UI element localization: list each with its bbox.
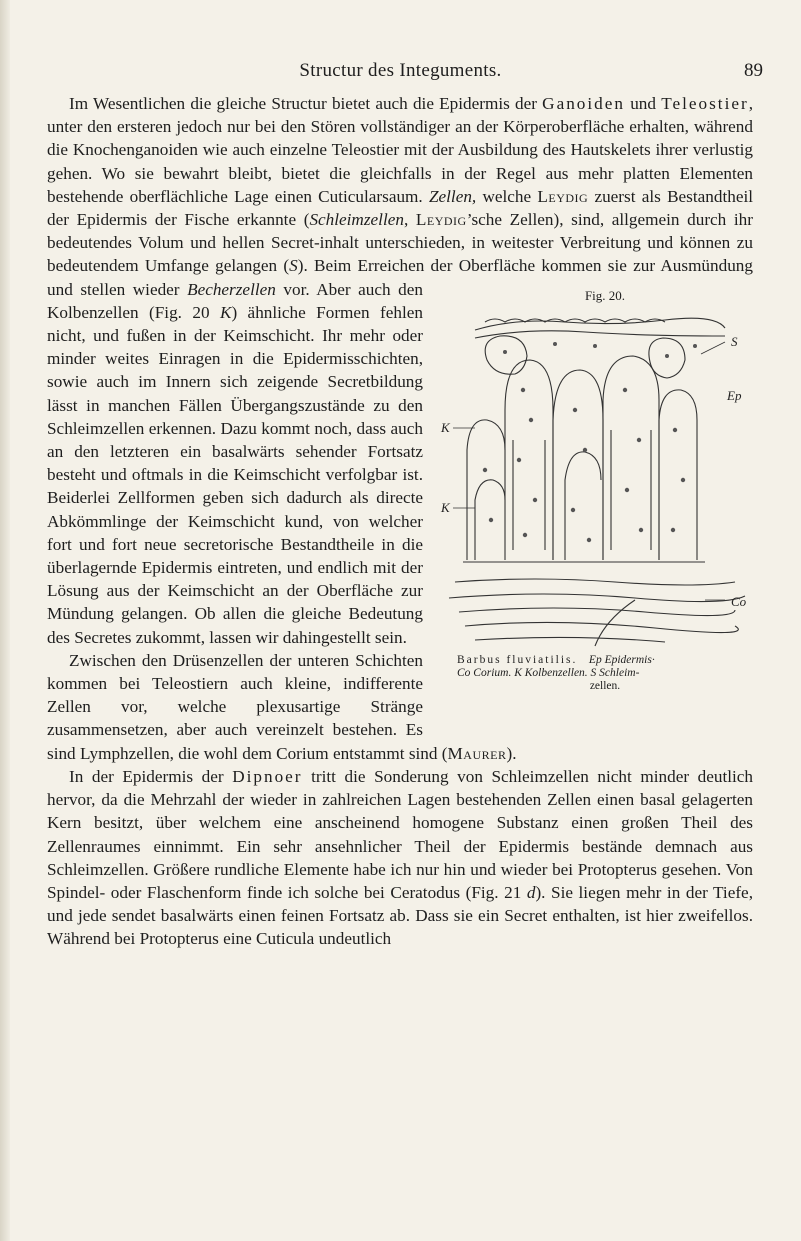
figure-label: Fig. 20. (584, 287, 626, 303)
page-number: 89 (744, 60, 763, 81)
term-ganoiden: Ganoiden (542, 94, 625, 113)
paragraph-3: In der Epidermis der Dipnoer tritt die Sonderung von Schleimzellen nicht minder deutlich hervor, da die Mehrzahl der wieder in zahlreichen Lagen bestehenden Zellen einen basal gelagerten Kern besitzt, über welchem eine anscheinend homogene Substanz einen großen Theil des Zellenraumes einnimmt. Ein sehr ansehnlicher Theil der Epidermis bestände demnach aus Schleimzellen. Größere rundliche Elemente habe ich nur hin und wieder bei Protopterus gesehen. Von Spindel- oder Flaschenform finde ich solche bei Ceratodus (Fig. 21 d). Sie liegen mehr in der Tiefe, und jede sendet basalwärts einen feinen Fortsatz ab. Dass sie ein Secret enthalten, ist hier zweifellos. Während bei Protopterus eine Cuticula undeutlich (47, 766, 754, 949)
paragraph-1: Im Wesentlichen die gleiche Structur bietet auch die Epidermis der Ganoiden und Teleostier, unter den ersteren jedoch nur bei den Stören vollständiger an der Körperoberfläche erhalten, während die Knochenganoiden wie auch einzelne Teleostier mit der Ausbildung des Hautskelets ihrer verlustig gehen. Wo sie bewahrt bleibt, bietet die gleichfalls in der Regel aus mehr platten Elementen bestehende oberflächliche Lage einen Cuticularsaum. Zellen, welche Leydig zuerst als Bestandtheil der Epidermis der Fische erkannte (Schleimzellen, Leydig’sche Zellen), sind, allgemein durch ihr bedeutendes Volum und hellen Secret-inhalt unterschieden, in weitester Verbreitung und können zu bedeutendem Umfange gelangen (S). Beim Erreichen der Oberfläche kommen sie zur Ausmündung und stellen wieder Fig. 20. S Ep K K Co Barbus fluviatilis. Ep Epidermis· Co Corium. K Kolbenzellen. S Schleim- zellen. Becherzellen vor. Aber auch den Kolbenzellen (Fig. 20 K) ähnliche Formen fehlen nicht, und fußen in der Keimschicht. Ihr mehr oder minder weites Einragen in die Epidermisschichten, sowie auch im Innern sich zeigende Secretbildung lässt in manchen Fällen Übergangszustände zu den Schleimzellen erkennen. Dazu kommt noch, dass auch an den letzteren ein basalwärts sehender Fortsatz besteht und oftmals in die Keimschicht verfolgbar ist. Beiderlei Zellformen geben sich dadurch als directe Abkömmlinge der Keimschicht kund, von welcher fort und fort neue secretorische Bestandtheile in die überlagernde Epidermis eintreten, und endlich mit der Lösung aus der Keimschicht an der Oberfläche zur Mündung gelangen. Ob allen die gleiche Bedeutung des Secretes zukommt, lassen wir dahingestellt sein. (47, 92, 753, 649)
paragraph-2: Zwischen den Drüsenzellen der unteren Schichten kommen bei Teleostiern auch kleine, indifferente Zellen vor, welche plexusartige Stränge zusammensetzen, aber auch vereinzelt bestehen. Es sind Lymphzellen, die wohl dem Corium entstammt sind (Maurer). (47, 650, 517, 763)
label-co: Co (731, 593, 747, 609)
figure-20 (435, 284, 753, 714)
author-leydig: Leydig (415, 210, 467, 230)
caption-species: Barbus fluviatilis. (457, 653, 578, 666)
term-zellen: Zellen, (428, 186, 477, 206)
figure-caption: Barbus fluviatilis. Ep Epidermis· Co Corium. K Kolbenzellen. S Schleim- zellen. (457, 653, 655, 692)
author-leydig: Leydig (537, 186, 589, 206)
term-schleimzellen: Schleimzellen (309, 210, 404, 230)
body-text (47, 92, 753, 951)
label-ep: Ep (727, 387, 742, 403)
label-k-bottom: K (441, 499, 450, 515)
page-edge (0, 0, 10, 1241)
running-title: Structur des Integuments. (299, 60, 502, 81)
term-teleostier: Teleostier (661, 94, 749, 113)
term-becherzellen: Becherzellen (187, 279, 276, 299)
running-header (0, 56, 801, 86)
label-s: S (731, 333, 738, 349)
author-maurer: Maurer (447, 743, 507, 763)
figure-illustration (435, 300, 753, 650)
label-k-top: K (441, 419, 450, 435)
term-dipnoer: Dipnoer (232, 766, 303, 786)
